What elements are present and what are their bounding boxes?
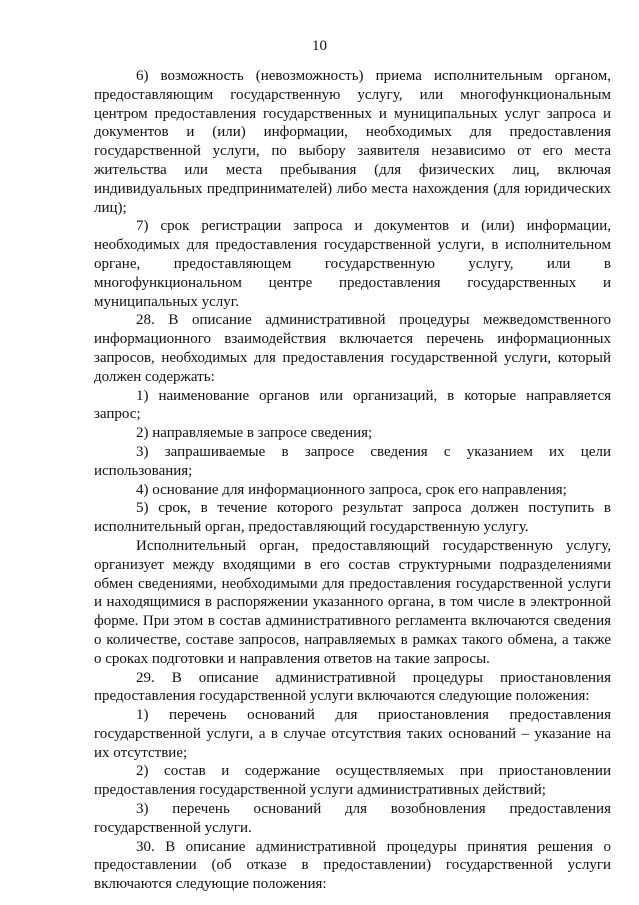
paragraph-item-7-registration-term: 7) срок регистрации запроса и документов и (или) информации, необходимых для предоставления государственной услуги, в исполнительном органе, предоставляющем государственную услугу, или в многофункциональном центре предоставления государственных и муниципальных услуг. <box>94 218 611 310</box>
paragraph-28-item-5: 5) срок, в течение которого результат запроса должен поступить в исполнительный орган, предоставляющий государственную услугу. <box>94 500 611 536</box>
paragraph-28-item-2: 2) направляемые в запросе сведения; <box>136 425 373 442</box>
paragraph-29-item-2: 2) состав и содержание осуществляемых при приостановлении предоставления государственной услуги административных действий; <box>94 763 611 799</box>
paragraph-28-interagency-interaction: 28. В описание административной процедуры межведомственного информационного взаимодействия включается перечень информационных запросов, необходимых для предоставления государственной услуги, который должен содержать: <box>94 312 611 385</box>
paragraph-item-6-possibility-of-reception: 6) возможность (невозможность) приема исполнительным органом, предоставляющим государственную услугу, или многофункциональным центром предоставления государственных и муниципальных услуг запроса и документов и (или) информации, необходимых для предоставления государственной услуги, по выбору заявителя независимо от его места жительства или места пребывания (для физических лиц, включая индивидуальных предпринимателей) либо места нахождения (для юридических лиц); <box>94 68 611 216</box>
paragraph-29-item-3: 3) перечень оснований для возобновления предоставления государственной услуги. <box>94 801 611 836</box>
paragraph-internal-exchange: Исполнительный орган, предоставляющий государственную услугу, организует между входящими в его состав структурными подразделениями обмен сведениями, необходимыми для предоставления государственной услуги и находящимися в распоряжении указанного органа, в том числе в электронной форме. При этом в состав административного регламента включаются сведения о количестве, составе запросов, направляемых в рамках такого обмена, а также о сроках подготовки и направления ответов на такие запросы. <box>94 537 611 667</box>
paragraph-28-item-3: 3) запрашиваемые в запросе сведения с указанием их цели использования; <box>94 443 611 479</box>
paragraph-29-suspension: 29. В описание административной процедуры приостановления предоставления государственной услуги включаются следующие положения: <box>94 669 611 705</box>
document-body <box>94 67 611 894</box>
paragraph-28-item-1: 1) наименование органов или организаций, в которые направляется запрос; <box>94 387 611 423</box>
paragraph-30-decision: 30. В описание административной процедуры принятия решения о предоставлении (об отказе в предоставлении) государственной услуги включаются следующие положения: <box>94 838 611 893</box>
paragraph-28-item-4: 4) основание для информационного запроса, срок его направления; <box>136 481 567 498</box>
paragraph-29-item-1: 1) перечень оснований для приостановления предоставления государственной услуги, а в случае отсутствия таких оснований – указание на их отсутствие; <box>94 707 611 761</box>
page-number: 10 <box>312 38 327 54</box>
